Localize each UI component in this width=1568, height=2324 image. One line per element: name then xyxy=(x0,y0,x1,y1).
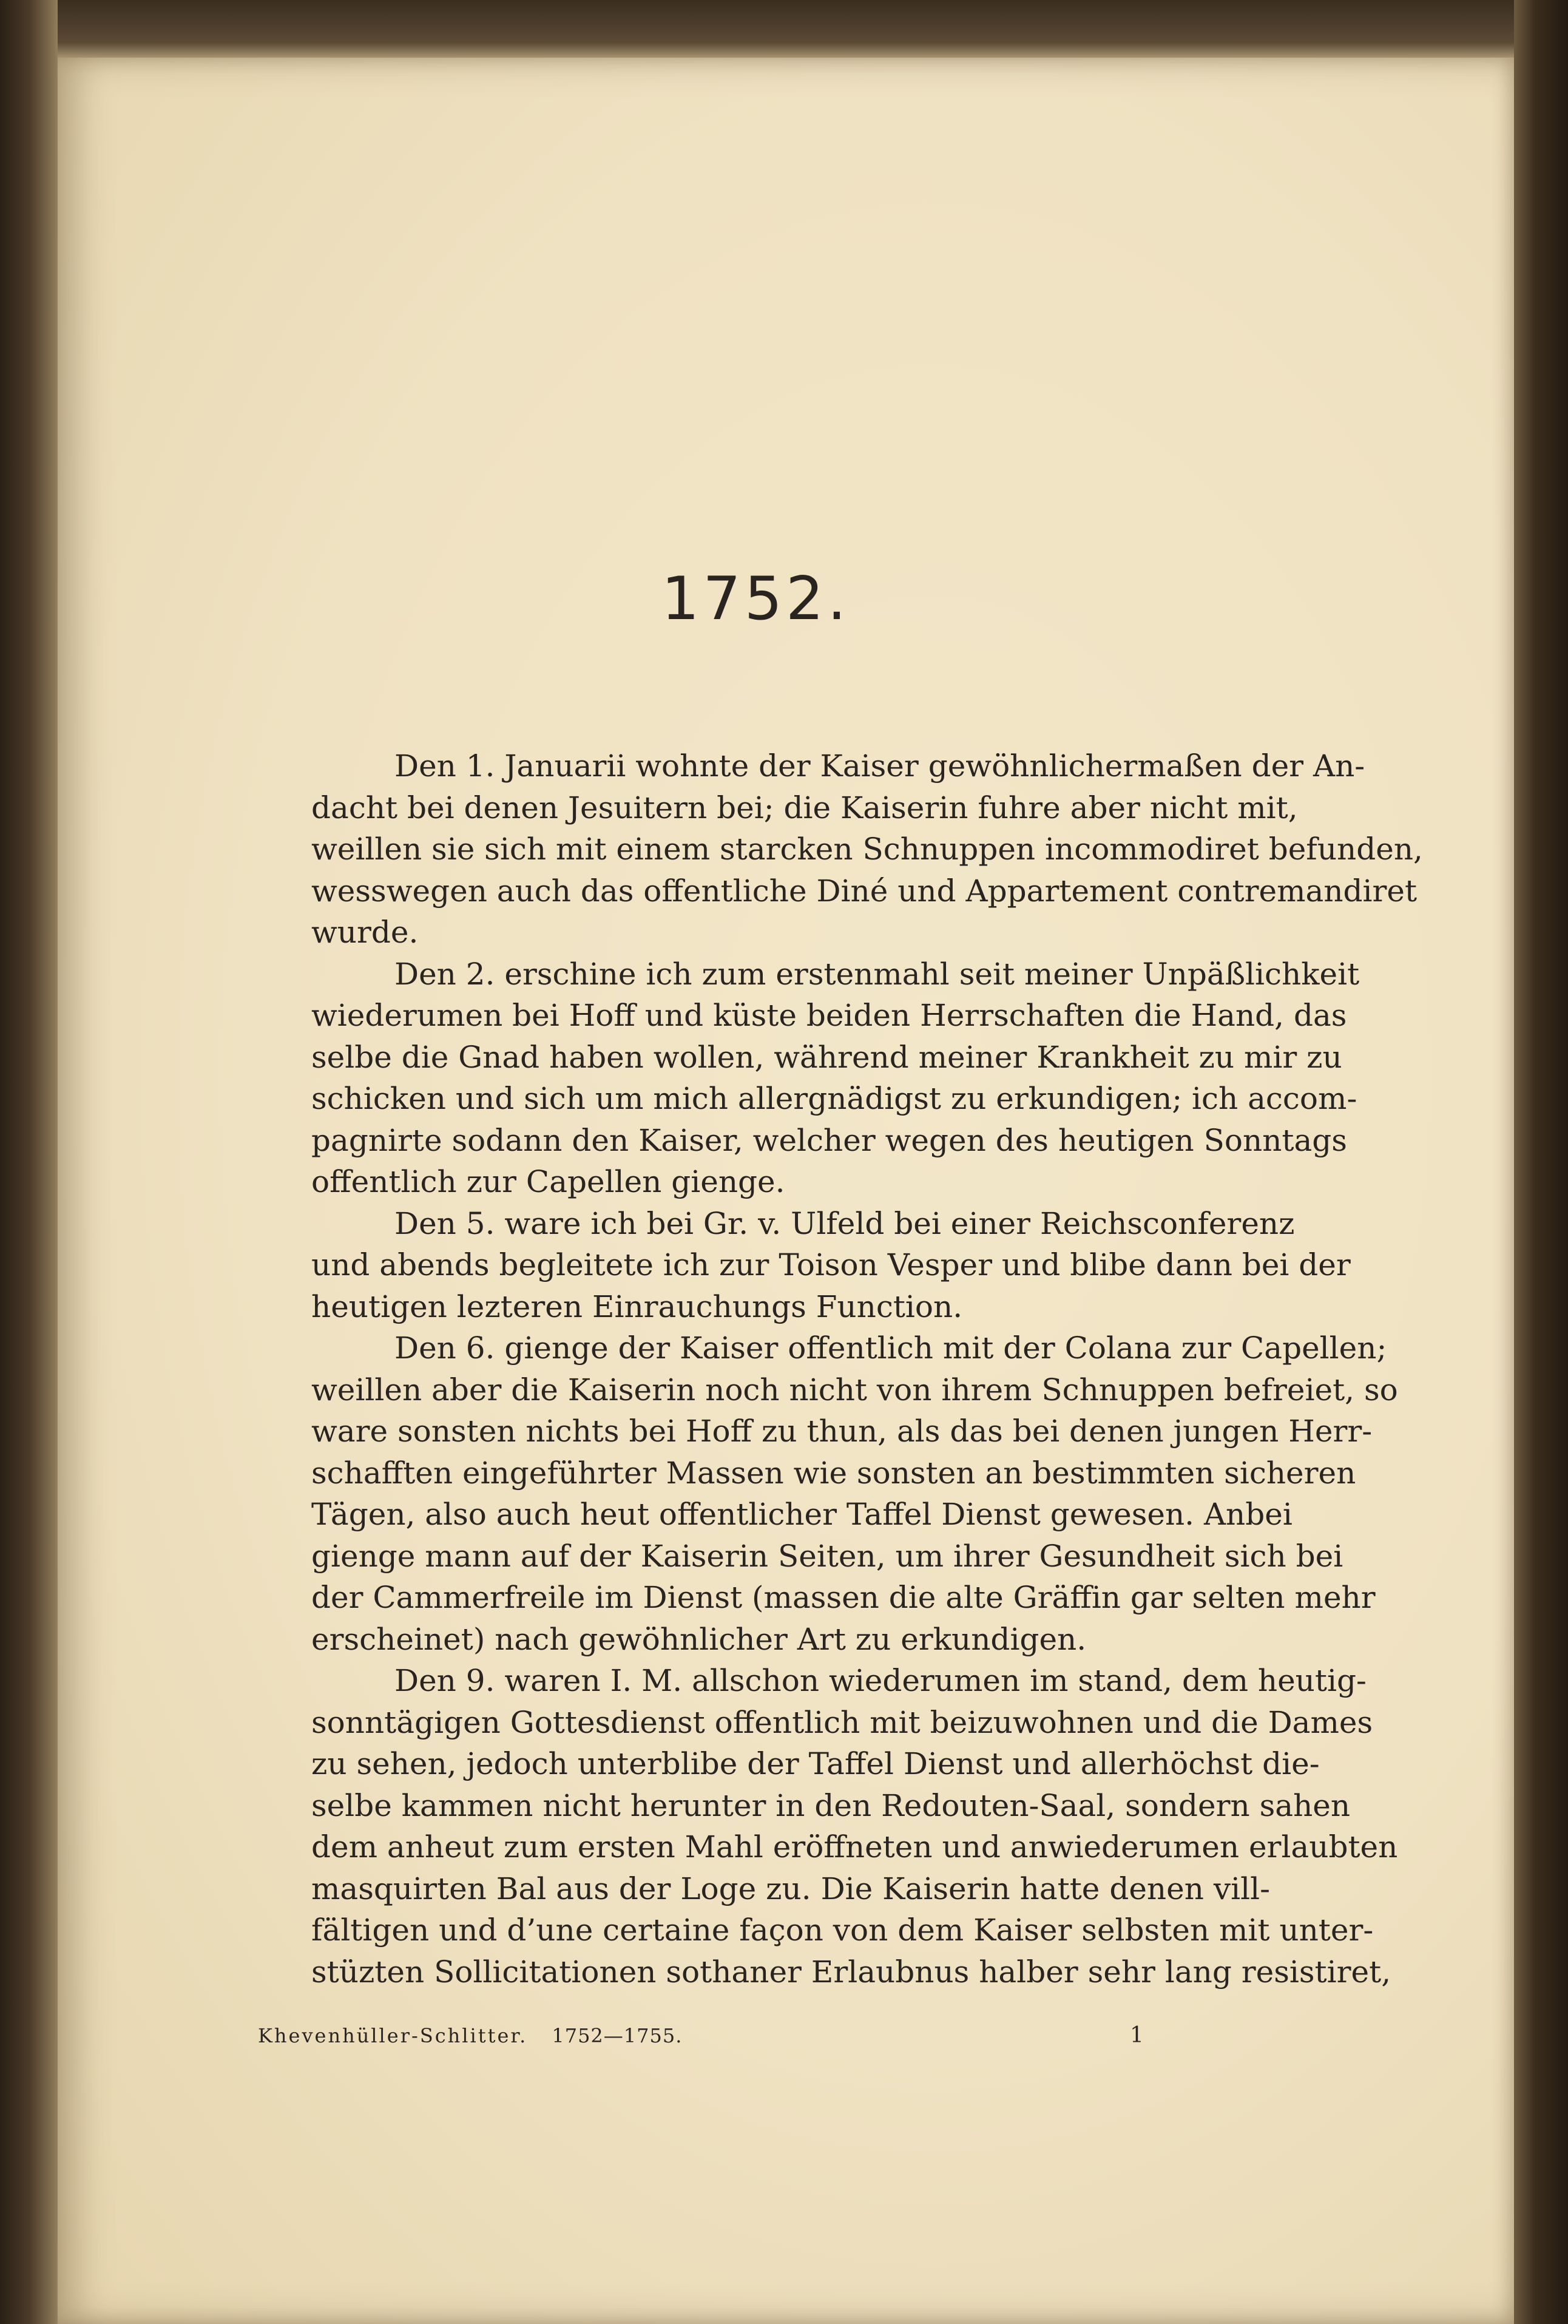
text-line: erscheinet) nach gewöhnlicher Art zu erkundigen. xyxy=(311,1621,1087,1657)
paragraph-jan-1 xyxy=(226,745,1423,954)
text-line: selbe kammen nicht herunter in den Redouten-Saal, sondern sahen xyxy=(311,1787,1351,1823)
text-line: masquirten Bal aus der Loge zu. Die Kaiserin hatte denen vill- xyxy=(311,1871,1270,1906)
text-line: fältigen und d’une certaine façon von dem Kaiser selbsten mit unter- xyxy=(311,1912,1374,1948)
page-footer xyxy=(258,2024,1168,2047)
text-line: zu sehen, jedoch unterblibe der Taffel Dienst und allerhöchst die- xyxy=(311,1746,1320,1781)
text-line: dem anheut zum ersten Mahl eröffneten und anwiederumen erlaubten xyxy=(311,1829,1398,1865)
text-line: gienge mann auf der Kaiserin Seiten, um ihrer Gesundheit sich bei xyxy=(311,1538,1343,1574)
text-line: Den 5. ware ich bei Gr. v. Ulfeld bei einer Reichsconferenz xyxy=(394,1205,1295,1241)
text-line: dacht bei denen Jesuitern bei; die Kaiserin fuhre aber nicht mit, xyxy=(311,790,1298,825)
text-line: weillen sie sich mit einem starcken Schnuppen incommodiret befunden, xyxy=(311,832,1423,867)
page-number: 1 xyxy=(1130,2023,1144,2048)
text-line: heutigen lezteren Einrauchungs Function. xyxy=(311,1289,963,1324)
text-line: selbe die Gnad haben wollen, während meiner Krankheit zu mir zu xyxy=(311,1039,1342,1075)
text-line: offentlich zur Capellen gienge. xyxy=(311,1164,785,1199)
text-line: Tägen, also auch heut offentlicher Taffel Dienst gewesen. Anbei xyxy=(311,1497,1293,1532)
page-top-shadow xyxy=(58,0,1538,61)
paragraph-jan-9 xyxy=(226,1660,1398,1993)
text-line: wesswegen auch das offentliche Diné und Appartement contremandiret xyxy=(311,873,1418,909)
text-line: Den 6. gienge der Kaiser offentlich mit der Colana zur Capellen; xyxy=(394,1330,1387,1366)
text-line: sonntägigen Gottesdienst offentlich mit beizuwohnen und die Dames xyxy=(311,1704,1373,1740)
book-right-edge xyxy=(1514,0,1568,2324)
text-line: wurde. xyxy=(311,915,419,950)
text-line: Den 2. erschine ich zum erstenmahl seit meiner Unpäßlichkeit xyxy=(394,956,1360,992)
text-line: und abends begleitete ich zur Toison Vesper und blibe dann bei der xyxy=(311,1247,1351,1282)
text-line: wiederumen bei Hoff und küste beiden Herrschaften die Hand, das xyxy=(311,998,1347,1033)
paragraph-jan-5 xyxy=(226,1203,1351,1328)
text-line: Den 9. waren I. M. allschon wiederumen im stand, dem heutig- xyxy=(394,1663,1367,1698)
paragraph-jan-2 xyxy=(226,954,1360,1203)
text-line: der Cammerfreile im Dienst (massen die alte Gräffin gar selten mehr xyxy=(311,1580,1376,1615)
body-text xyxy=(226,745,1423,1993)
text-line: stüzten Sollicitationen sothaner Erlaubnus halber sehr lang resistiret, xyxy=(311,1954,1391,1990)
paragraph-jan-6 xyxy=(226,1327,1398,1660)
text-line: schafften eingeführter Massen wie sonsten an bestimmten sicheren xyxy=(311,1455,1356,1491)
text-line: ware sonsten nichts bei Hoff zu thun, als das bei denen jungen Herr- xyxy=(311,1414,1373,1449)
text-line: weillen aber die Kaiserin noch nicht von ihrem Schnuppen befreiet, so xyxy=(311,1372,1398,1408)
footer-signature: Khevenhüller-Schlitter. xyxy=(258,2024,528,2047)
text-line: Den 1. Januarii wohnte der Kaiser gewöhnlichermaßen der An- xyxy=(394,748,1365,784)
text-line: schicken und sich um mich allergnädigst zu erkundigen; ich accom- xyxy=(311,1081,1357,1116)
year-heading: 1752. xyxy=(661,564,850,634)
footer-years: 1752—1755. xyxy=(552,2024,683,2047)
text-line: pagnirte sodann den Kaiser, welcher wegen des heutigen Sonntags xyxy=(311,1122,1347,1158)
